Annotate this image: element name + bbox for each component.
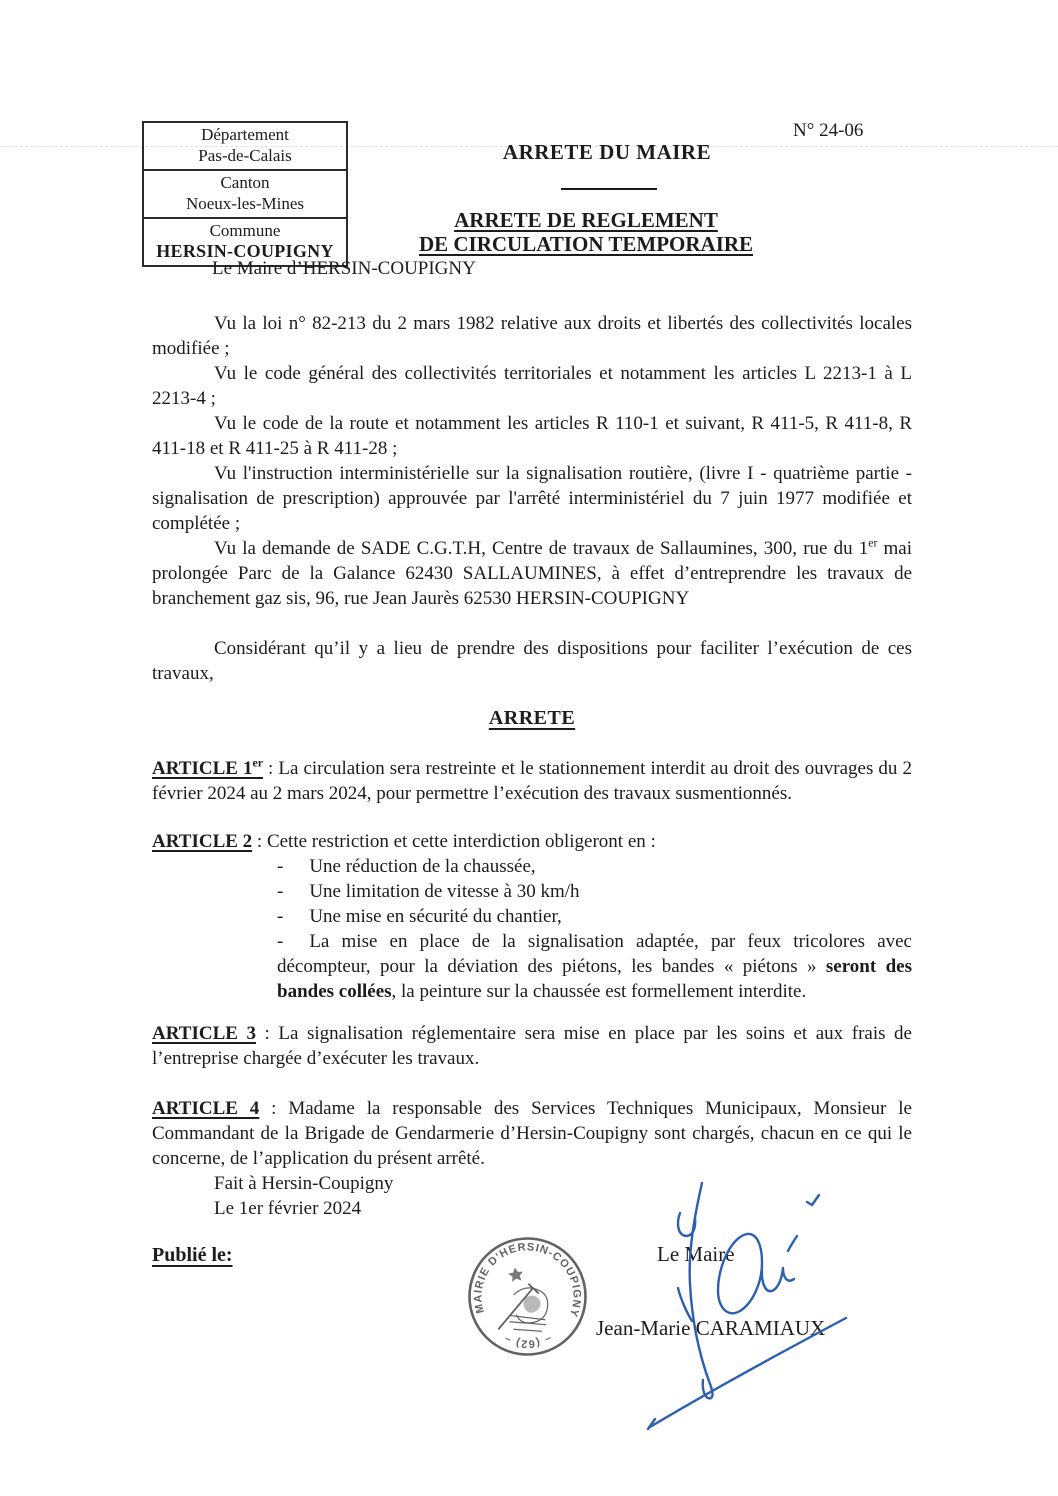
list-item-text: Une réduction de la chaussée, bbox=[309, 856, 536, 877]
list-item-text: Une limitation de vitesse à 30 km/h bbox=[309, 881, 580, 902]
bullet-dash: - bbox=[277, 906, 284, 927]
recital-paragraph: Vu l'instruction interministérielle sur la signalisation routière, (livre I - quatrième partie - signalisation de prescription) approuvée par l'arrêté interministériel du 7 juin 1977 modifiée et complétée ; bbox=[152, 463, 912, 534]
municipal-stamp bbox=[464, 1233, 591, 1360]
title-divider bbox=[561, 188, 657, 190]
closing-date-line: Le 1er février 2024 bbox=[214, 1198, 362, 1219]
header-box bbox=[142, 121, 348, 267]
bullet-dash: - bbox=[277, 881, 284, 902]
list-item-text: Une mise en sécurité du chantier, bbox=[309, 906, 562, 927]
bullet-dash: - bbox=[277, 931, 284, 952]
document-body bbox=[152, 256, 912, 1268]
stamp-emblem bbox=[490, 1264, 551, 1338]
sub-title-line2: DE CIRCULATION TEMPORAIRE bbox=[418, 232, 754, 256]
sub-title-line1: ARRETE DE REGLEMENT bbox=[454, 208, 718, 232]
sub-title bbox=[419, 208, 753, 256]
decree-heading: ARRETE bbox=[488, 707, 576, 729]
closing-place-line: Fait à Hersin-Coupigny bbox=[214, 1173, 394, 1194]
signature-title: Le Maire bbox=[657, 1242, 735, 1266]
bullet-dash: - bbox=[277, 856, 284, 877]
header-box-row-departement bbox=[144, 123, 346, 171]
departement-value: Pas-de-Calais bbox=[198, 146, 292, 165]
recital-paragraph: Vu le code de la route et notamment les articles R 110-1 et suivant, R 411-5, R 411-8, R 411-18 et R 411-25 à R 411-28 ; bbox=[152, 413, 912, 459]
recital-paragraph: Vu la loi n° 82-213 du 2 mars 1982 relative aux droits et libertés des collectivités locales modifiée ; bbox=[152, 313, 912, 359]
departement-label: Département bbox=[201, 125, 289, 144]
article-3 bbox=[152, 1021, 912, 1071]
stamp-bottom-text: – (62) – bbox=[501, 1332, 554, 1350]
commune-label: Commune bbox=[209, 221, 281, 240]
author-line: Le Maire d’HERSIN-COUPIGNY bbox=[212, 258, 476, 279]
article-2 bbox=[152, 829, 912, 854]
article-4 bbox=[152, 1096, 912, 1171]
list-item bbox=[152, 879, 912, 904]
article-4-text: : Madame la responsable des Services Techniques Municipaux, Monsieur le Commandant de la Brigade de Gendarmerie d’Hersin-Coupigny sont chargés, chacun en ce qui le concerne, de l’application du présent arrêté. bbox=[152, 1098, 912, 1169]
recital-paragraph: Vu la demande de SADE C.G.T.H, Centre de travaux de Sallaumines, 300, rue du 1er mai prolongée Parc de la Galance 62430 SALLAUMINES, à effet d’entreprendre les travaux de branchement gaz sis, 96, rue Jean Jaurès 62530 HERSIN-COUPIGNY bbox=[152, 536, 912, 609]
document-number: N° 24-06 bbox=[793, 120, 864, 141]
article-3-label: ARTICLE 3 bbox=[152, 1023, 256, 1044]
article-3-text: : La signalisation réglementaire sera mise en place par les soins et aux frais de l’entreprise chargée d’exécuter les travaux. bbox=[152, 1023, 912, 1069]
list-item-text: La mise en place de la signalisation adaptée, par feux tricolores avec décompteur, pour la déviation des piétons, les bandes « piétons » seront des bandes collées, la peinture sur la chaussée est formellement interdite. bbox=[277, 931, 912, 1002]
signatory-name: Jean-Marie CARAMIAUX bbox=[596, 1316, 826, 1340]
canton-label: Canton bbox=[220, 173, 270, 192]
article-2-text: : Cette restriction et cette interdiction obligeront en : bbox=[252, 831, 656, 852]
list-item bbox=[152, 854, 912, 879]
commune-value: HERSIN-COUPIGNY bbox=[156, 241, 334, 261]
published-label: Publié le: bbox=[152, 1244, 233, 1266]
considering-paragraph: Considérant qu’il y a lieu de prendre des dispositions pour faciliter l’exécution de ces travaux, bbox=[152, 638, 912, 684]
recital-paragraph: Vu le code général des collectivités territoriales et notamment les articles L 2213-1 à L 2213-4 ; bbox=[152, 363, 912, 409]
stamp-ring-text: MAIRIE D'HERSIN-COUPIGNY bbox=[472, 1241, 583, 1319]
list-item bbox=[152, 929, 912, 1004]
header-box-row-canton bbox=[144, 171, 346, 219]
article-1-label: ARTICLE 1er bbox=[152, 756, 263, 779]
article-1-text: : La circulation sera restreinte et le stationnement interdit au droit des ouvrages du 2 février 2024 au 2 mars 2024, pour permettre l’exécution des travaux susmentionnés. bbox=[152, 758, 912, 804]
article-4-label: ARTICLE 4 bbox=[152, 1098, 260, 1119]
list-item bbox=[152, 904, 912, 929]
canton-value: Noeux-les-Mines bbox=[185, 194, 305, 213]
article-1 bbox=[152, 756, 912, 806]
article-2-label: ARTICLE 2 bbox=[152, 831, 253, 852]
main-title: ARRETE DU MAIRE bbox=[502, 140, 712, 164]
stamp-outer-ring bbox=[470, 1239, 586, 1355]
